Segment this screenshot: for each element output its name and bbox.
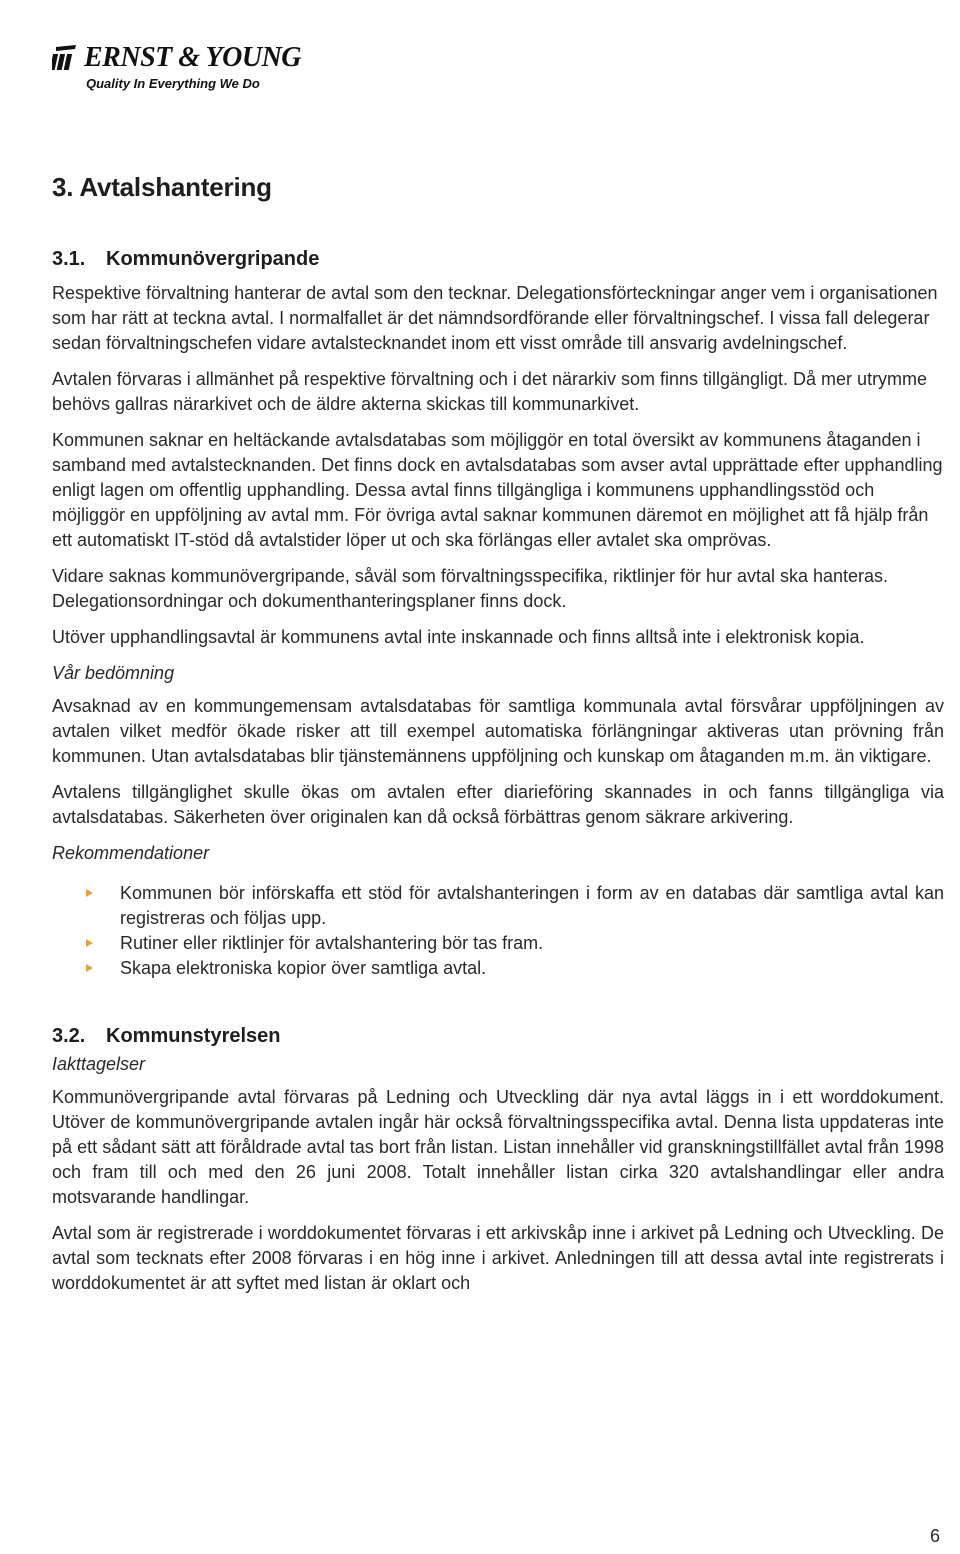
page-number: 6 xyxy=(930,1526,941,1546)
bullet-arrow-icon xyxy=(86,939,93,947)
subsection-title: Kommunstyrelsen xyxy=(106,1025,281,1047)
logo-tagline: Quality In Everything We Do xyxy=(86,76,260,91)
list-item xyxy=(86,881,944,931)
list-item-text: Rutiner eller riktlinjer för avtalshantering bör tas fram. xyxy=(120,933,544,953)
paragraph: Avtalen förvaras i allmänhet på respektive förvaltning och i det närarkiv som finns tillgängligt. Då mer utrymme behövs gallras närarkivet och de äldre akterna skickas till kommunarkivet. xyxy=(52,369,928,414)
recommendations-heading: Rekommendationer xyxy=(52,843,210,863)
list-item xyxy=(86,931,944,956)
list-item xyxy=(86,956,944,981)
paragraph: Avsaknad av en kommungemensam avtalsdatabas för samtliga kommunala avtal försvårar uppföljningen av avtalen vilket medför ökade risker att till exempel automatiska förlängningar aktiveras utan prövning från kommunen. Utan avtalsdatabas blir tjänstemännens uppföljning och kunskap om åtaganden m.m. än viktigare. xyxy=(52,696,944,766)
paragraph: Utöver upphandlingsavtal är kommunens avtal inte inskannade och finns alltså inte i elektronisk kopia. xyxy=(52,627,865,647)
bullet-arrow-icon xyxy=(86,889,93,897)
paragraph: Kommunövergripande avtal förvaras på Ledning och Utveckling där nya avtal läggs in i ett worddokument. Utöver de kommunövergripande avtalen ingår här också förvaltningsspecifika avtal. Denna lista uppdateras inte på ett sådant sätt att föråldrade avtal tas bort från listan. Listan innehåller vid granskningstillfället avtal från 1998 och fram till och med den 26 juni 2008. Totalt innehåller listan cirka 320 avtalshandlingar eller andra motsvarande handlingar. xyxy=(52,1087,944,1207)
observations-heading: Iakttagelser xyxy=(52,1054,146,1074)
document-body xyxy=(52,172,944,1307)
subsection-number: 3.2. xyxy=(52,1025,86,1047)
subsection-title: Kommunövergripande xyxy=(106,248,320,270)
paragraph: Avtalens tillgänglighet skulle ökas om avtalen efter diarieföring skannades in och fanns tillgängliga via avtalsdatabas. Säkerheten över originalen kan då också förbättras genom säkrare arkivering. xyxy=(52,782,944,827)
logo-name: ERNST & YOUNG xyxy=(84,42,302,73)
subsection-number: 3.1. xyxy=(52,248,86,270)
paragraph: Vidare saknas kommunövergripande, såväl som förvaltningsspecifika, riktlinjer för hur avtal ska hanteras. Delegationsordningar och dokumenthanteringsplaner finns dock. xyxy=(52,566,889,611)
subsection-heading-3-1 xyxy=(52,248,944,271)
assessment-heading: Vår bedömning xyxy=(52,663,175,683)
section-title: 3. Avtalshantering xyxy=(52,172,272,202)
paragraph: Kommunen saknar en heltäckande avtalsdatabas som möjliggör en total översikt av kommunens åtaganden i samband med avtalstecknanden. Det finns dock en avtalsdatabas som avser avtal upprättade efter upphandling enligt lagen om offentlig upphandling. Dessa avtal finns tillgängliga i kommunens upphandlingsstöd och möjliggör en uppföljning av avtal mm. För övriga avtal saknar kommunen däremot en möjlighet att få hjälp från ett automatiskt IT-stöd då avtalstider löper ut och ska förlängas eller avtalet ska omprövas. xyxy=(52,430,943,550)
ernst-young-logo xyxy=(52,42,301,91)
list-item-text: Kommunen bör införskaffa ett stöd för avtalshanteringen i form av en databas där samtliga avtal kan registreras och följas upp. xyxy=(120,883,944,928)
bullet-arrow-icon xyxy=(86,964,93,972)
list-item-text: Skapa elektroniska kopior över samtliga avtal. xyxy=(120,958,487,978)
paragraph: Avtal som är registrerade i worddokumentet förvaras i ett arkivskåp inne i arkivet på Ledning och Utveckling. De avtal som tecknats efter 2008 förvaras i en hög inne i arkivet. Anledningen till att dessa avtal inte registrerats i worddokumentet är att syftet med listan är oklart och xyxy=(52,1223,944,1293)
recommendations-list xyxy=(86,881,944,981)
subsection-heading-3-2 xyxy=(52,1025,944,1048)
paragraph: Respektive förvaltning hanterar de avtal som den tecknar. Delegationsförteckningar anger vem i organisationen som har rätt at teckna avtal. I normalfallet är det nämndsordförande eller förvaltningschef. I vissa fall delegerar sedan förvaltningschefen vidare avtalstecknandet inom ett visst område till ansvarig avdelningschef. xyxy=(52,283,938,353)
ey-logo-icon xyxy=(52,45,80,71)
